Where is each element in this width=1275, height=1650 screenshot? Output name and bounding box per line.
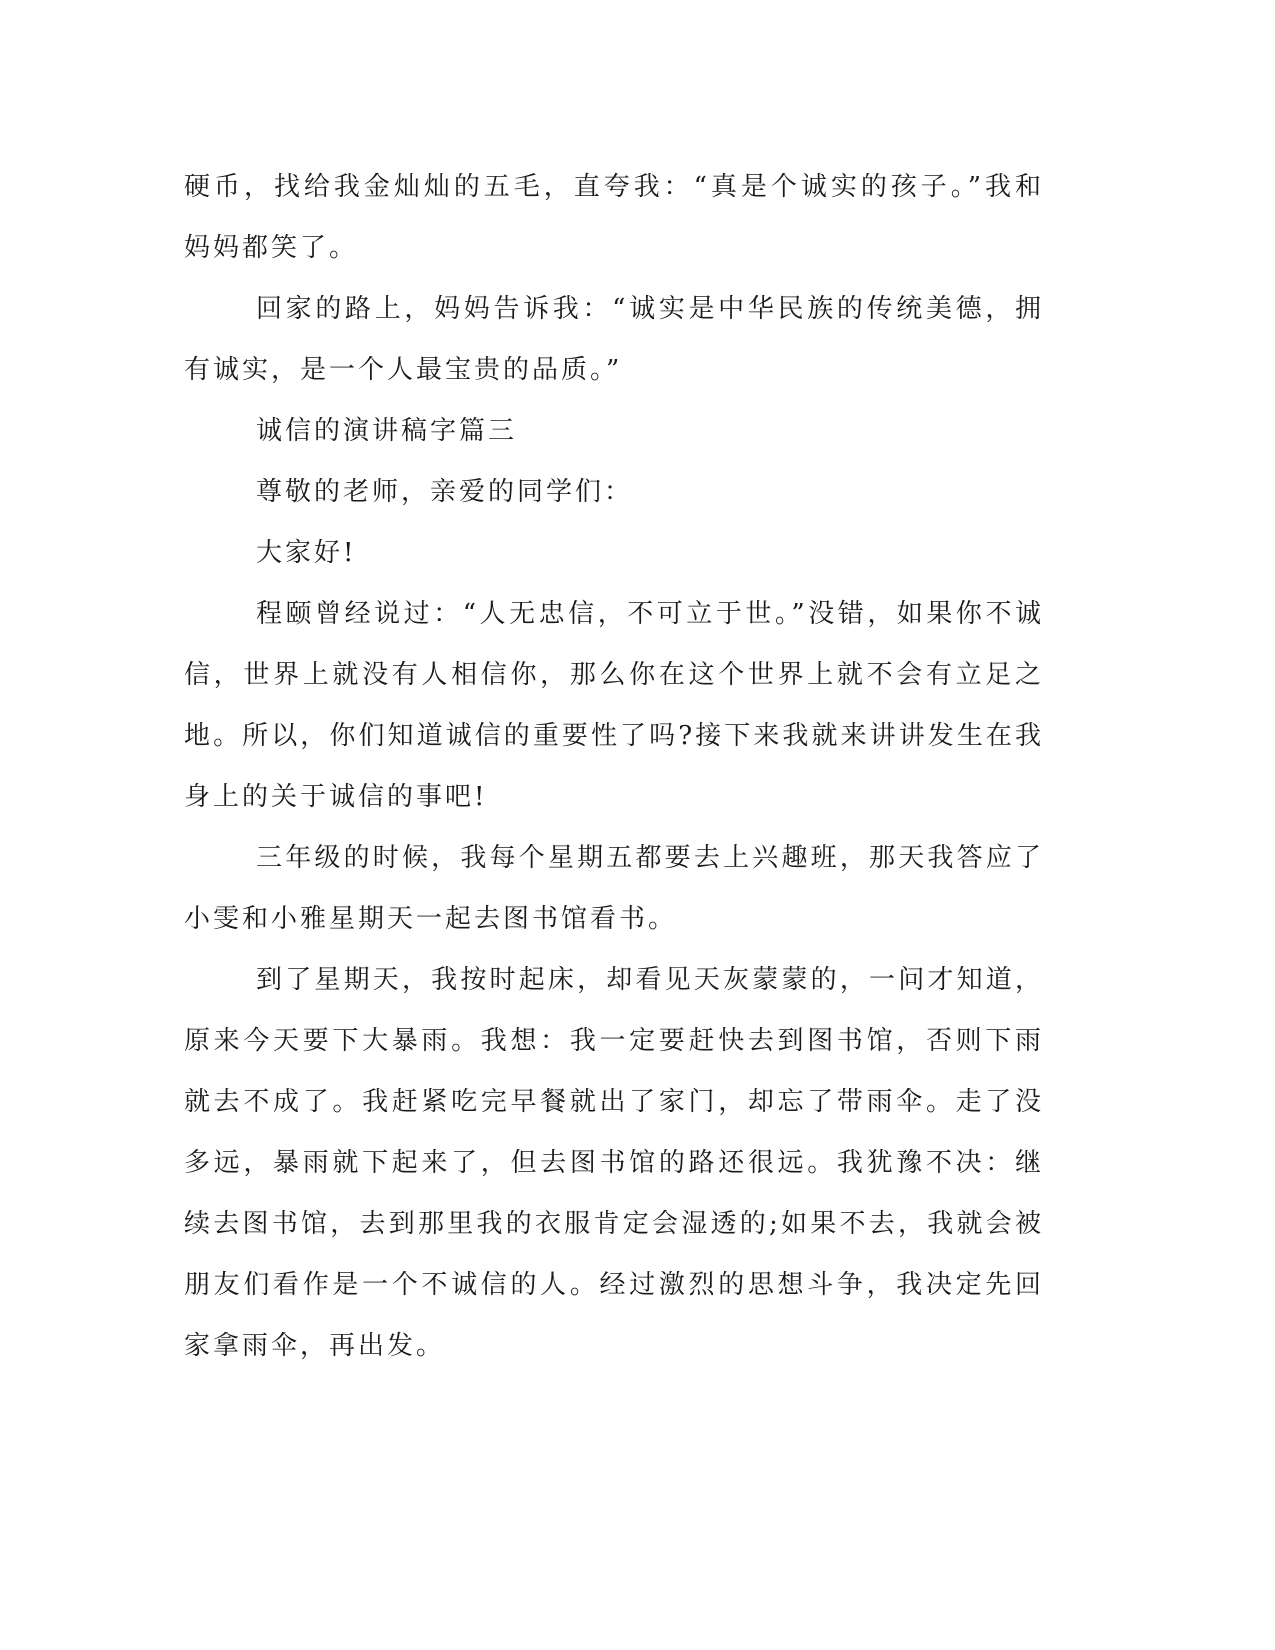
salutation: 尊敬的老师，亲爱的同学们： (256, 477, 634, 507)
paragraph-7: 三年级的时候，我每个星期五都要去上兴趣班，那天我答应了小雯和小雅星期天一起去图书馆看书。 (184, 843, 1044, 934)
paragraph-1: 硬币，找给我金灿灿的五毛，直夸我：“真是个诚实的孩子。”我和妈妈都笑了。 (184, 172, 1044, 263)
paragraph-8: 到了星期天，我按时起床，却看见天灰蒙蒙的，一问才知道，原来今天要下大暴雨。我想：我一定要赶快去到图书馆，否则下雨就去不成了。我赶紧吃完早餐就出了家门，却忘了带雨伞。走了没多远，暴雨就下起来了，但去图书馆的路还很远。我犹豫不决：继续去图书馆，去到那里我的衣服肯定会湿透的;如果不去，我就会被朋友们看作是一个不诚信的人。经过激烈的思想斗争，我决定先回家拿雨伞，再出发。 (184, 965, 1044, 1361)
section-heading: 诚信的演讲稿字篇三 (256, 416, 518, 446)
paragraph-6: 程颐曾经说过：“人无忠信，不可立于世。”没错，如果你不诚信，世界上就没有人相信你，那么你在这个世界上就不会有立足之地。所以，你们知道诚信的重要性了吗?接下来我就来讲讲发生在我身上的关于诚信的事吧! (184, 599, 1044, 812)
document-body (184, 157, 1044, 1377)
paragraph-2: 回家的路上，妈妈告诉我：“诚实是中华民族的传统美德，拥有诚实，是一个人最宝贵的品质。” (184, 294, 1044, 385)
greeting: 大家好! (256, 538, 357, 568)
